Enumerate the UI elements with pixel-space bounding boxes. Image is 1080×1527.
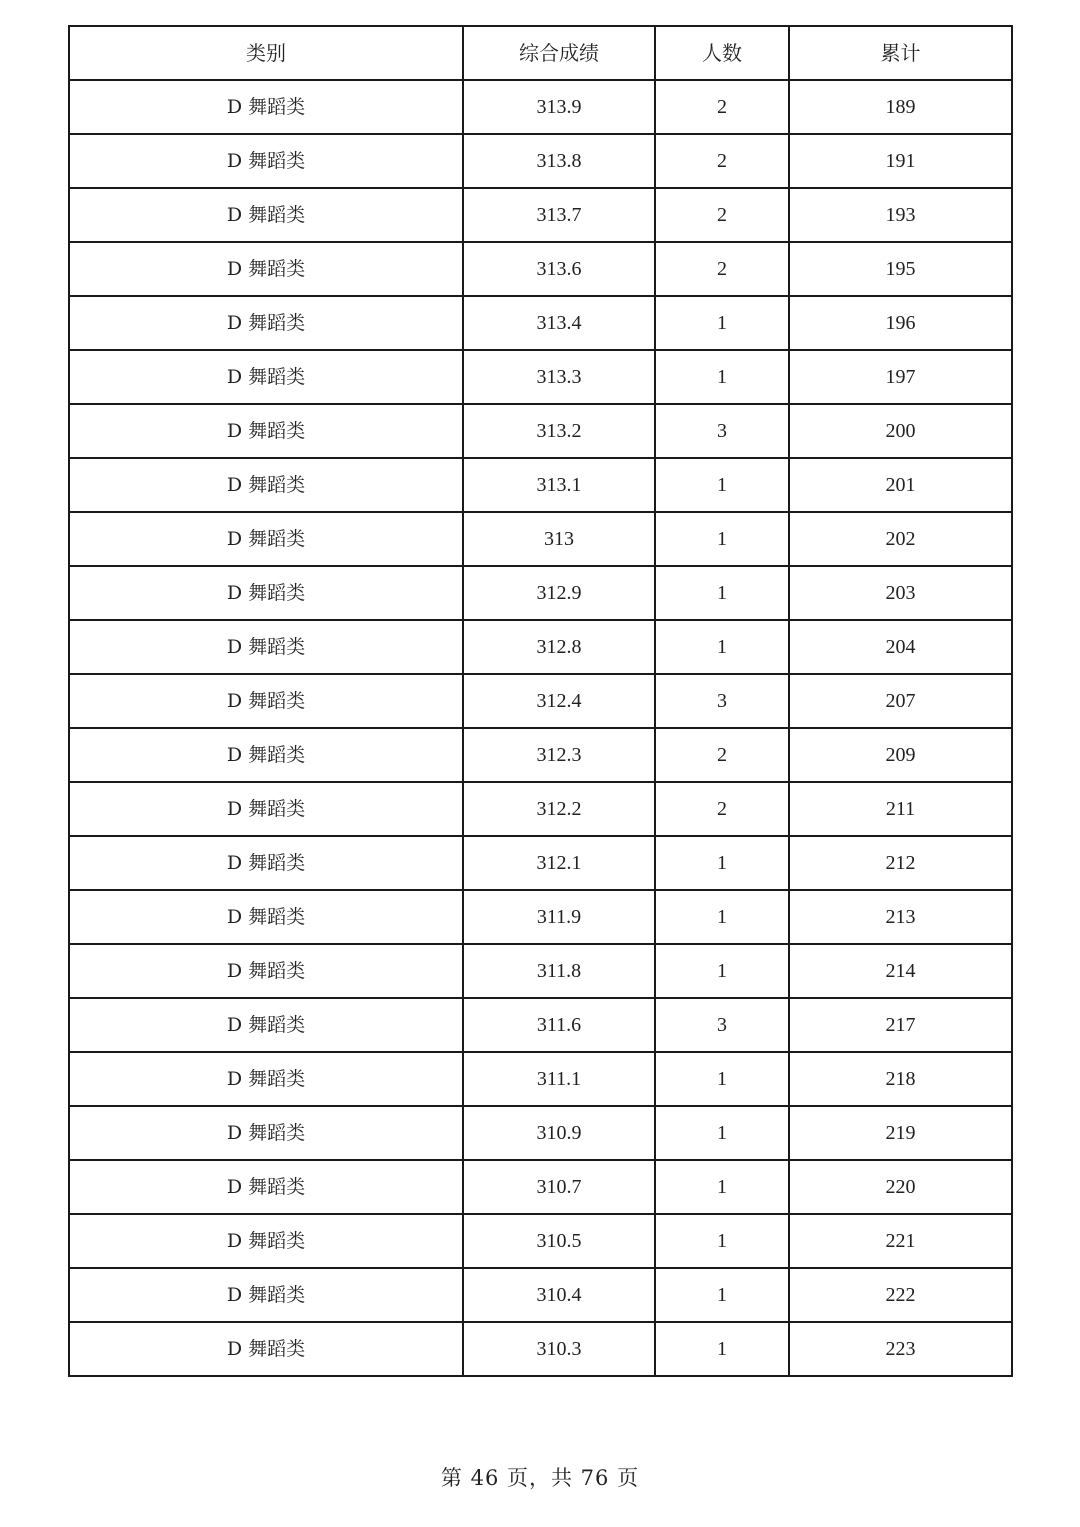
cell-score: 312.8	[463, 620, 655, 674]
cell-score: 310.3	[463, 1322, 655, 1376]
cell-count: 3	[655, 674, 789, 728]
cell-count: 1	[655, 350, 789, 404]
cell-cumulative: 207	[789, 674, 1012, 728]
cell-category: D 舞蹈类	[69, 1160, 463, 1214]
header-row	[69, 26, 1012, 80]
cell-cumulative: 204	[789, 620, 1012, 674]
table-row	[69, 188, 1012, 242]
cell-cumulative: 211	[789, 782, 1012, 836]
cell-count: 1	[655, 1052, 789, 1106]
table-row	[69, 998, 1012, 1052]
cell-count: 2	[655, 728, 789, 782]
cell-score: 313.3	[463, 350, 655, 404]
cell-cumulative: 197	[789, 350, 1012, 404]
cell-cumulative: 213	[789, 890, 1012, 944]
cell-cumulative: 219	[789, 1106, 1012, 1160]
cell-score: 311.9	[463, 890, 655, 944]
cell-cumulative: 196	[789, 296, 1012, 350]
cell-score: 312.9	[463, 566, 655, 620]
table-row	[69, 1322, 1012, 1376]
cell-count: 2	[655, 188, 789, 242]
cell-score: 310.4	[463, 1268, 655, 1322]
cell-count: 1	[655, 296, 789, 350]
table-row	[69, 80, 1012, 134]
cell-cumulative: 218	[789, 1052, 1012, 1106]
cell-score: 312.4	[463, 674, 655, 728]
table-row	[69, 674, 1012, 728]
table-row	[69, 1106, 1012, 1160]
table-row	[69, 944, 1012, 998]
cell-score: 311.8	[463, 944, 655, 998]
cell-category: D 舞蹈类	[69, 404, 463, 458]
cell-score: 313.4	[463, 296, 655, 350]
cell-count: 1	[655, 944, 789, 998]
cell-category: D 舞蹈类	[69, 1322, 463, 1376]
cell-category: D 舞蹈类	[69, 242, 463, 296]
cell-cumulative: 191	[789, 134, 1012, 188]
table-row	[69, 728, 1012, 782]
cell-category: D 舞蹈类	[69, 350, 463, 404]
table-row	[69, 1052, 1012, 1106]
table-row	[69, 890, 1012, 944]
cell-score: 313.8	[463, 134, 655, 188]
cell-count: 3	[655, 998, 789, 1052]
table-row	[69, 1268, 1012, 1322]
cell-score: 313.1	[463, 458, 655, 512]
cell-count: 3	[655, 404, 789, 458]
cell-cumulative: 201	[789, 458, 1012, 512]
cell-score: 312.1	[463, 836, 655, 890]
table-body	[69, 80, 1012, 1376]
cell-count: 2	[655, 782, 789, 836]
table-row	[69, 350, 1012, 404]
cell-count: 2	[655, 242, 789, 296]
cell-score: 312.3	[463, 728, 655, 782]
cell-category: D 舞蹈类	[69, 728, 463, 782]
cell-category: D 舞蹈类	[69, 782, 463, 836]
cell-cumulative: 203	[789, 566, 1012, 620]
cell-count: 1	[655, 458, 789, 512]
cell-category: D 舞蹈类	[69, 458, 463, 512]
cell-count: 1	[655, 1268, 789, 1322]
cell-category: D 舞蹈类	[69, 1268, 463, 1322]
cell-cumulative: 222	[789, 1268, 1012, 1322]
cell-score: 312.2	[463, 782, 655, 836]
score-table	[68, 25, 1013, 1377]
cell-cumulative: 200	[789, 404, 1012, 458]
cell-count: 1	[655, 890, 789, 944]
cell-category: D 舞蹈类	[69, 80, 463, 134]
cell-count: 1	[655, 836, 789, 890]
cell-score: 311.1	[463, 1052, 655, 1106]
cell-score: 311.6	[463, 998, 655, 1052]
cell-count: 2	[655, 134, 789, 188]
cell-category: D 舞蹈类	[69, 890, 463, 944]
cell-count: 1	[655, 1106, 789, 1160]
table-row	[69, 134, 1012, 188]
cell-cumulative: 221	[789, 1214, 1012, 1268]
cell-count: 1	[655, 1214, 789, 1268]
table-row	[69, 242, 1012, 296]
table-row	[69, 1214, 1012, 1268]
table-row	[69, 836, 1012, 890]
cell-cumulative: 223	[789, 1322, 1012, 1376]
cell-category: D 舞蹈类	[69, 1052, 463, 1106]
cell-cumulative: 220	[789, 1160, 1012, 1214]
cell-cumulative: 193	[789, 188, 1012, 242]
cell-score: 310.9	[463, 1106, 655, 1160]
cell-category: D 舞蹈类	[69, 296, 463, 350]
table-row	[69, 296, 1012, 350]
cell-cumulative: 209	[789, 728, 1012, 782]
cell-cumulative: 212	[789, 836, 1012, 890]
header-cumulative: 累计	[789, 26, 1012, 80]
cell-count: 1	[655, 1160, 789, 1214]
table-row	[69, 782, 1012, 836]
cell-count: 1	[655, 1322, 789, 1376]
cell-score: 313.2	[463, 404, 655, 458]
cell-cumulative: 195	[789, 242, 1012, 296]
page-number-footer: 第 46 页，共 76 页	[440, 1466, 640, 1490]
cell-category: D 舞蹈类	[69, 512, 463, 566]
cell-category: D 舞蹈类	[69, 566, 463, 620]
table-row	[69, 404, 1012, 458]
cell-cumulative: 189	[789, 80, 1012, 134]
cell-category: D 舞蹈类	[69, 998, 463, 1052]
table-row	[69, 512, 1012, 566]
cell-category: D 舞蹈类	[69, 134, 463, 188]
header-category: 类别	[69, 26, 463, 80]
cell-score: 313.7	[463, 188, 655, 242]
cell-category: D 舞蹈类	[69, 188, 463, 242]
table-row	[69, 1160, 1012, 1214]
cell-cumulative: 214	[789, 944, 1012, 998]
cell-category: D 舞蹈类	[69, 836, 463, 890]
cell-category: D 舞蹈类	[69, 944, 463, 998]
cell-cumulative: 202	[789, 512, 1012, 566]
cell-count: 1	[655, 620, 789, 674]
cell-score: 313.6	[463, 242, 655, 296]
cell-score: 310.7	[463, 1160, 655, 1214]
table-row	[69, 458, 1012, 512]
cell-score: 310.5	[463, 1214, 655, 1268]
table-row	[69, 566, 1012, 620]
header-count: 人数	[655, 26, 789, 80]
cell-count: 2	[655, 80, 789, 134]
cell-category: D 舞蹈类	[69, 1106, 463, 1160]
cell-category: D 舞蹈类	[69, 674, 463, 728]
cell-count: 1	[655, 512, 789, 566]
table-row	[69, 620, 1012, 674]
cell-category: D 舞蹈类	[69, 1214, 463, 1268]
cell-count: 1	[655, 566, 789, 620]
cell-cumulative: 217	[789, 998, 1012, 1052]
cell-score: 313	[463, 512, 655, 566]
header-score: 综合成绩	[463, 26, 655, 80]
cell-category: D 舞蹈类	[69, 620, 463, 674]
cell-score: 313.9	[463, 80, 655, 134]
